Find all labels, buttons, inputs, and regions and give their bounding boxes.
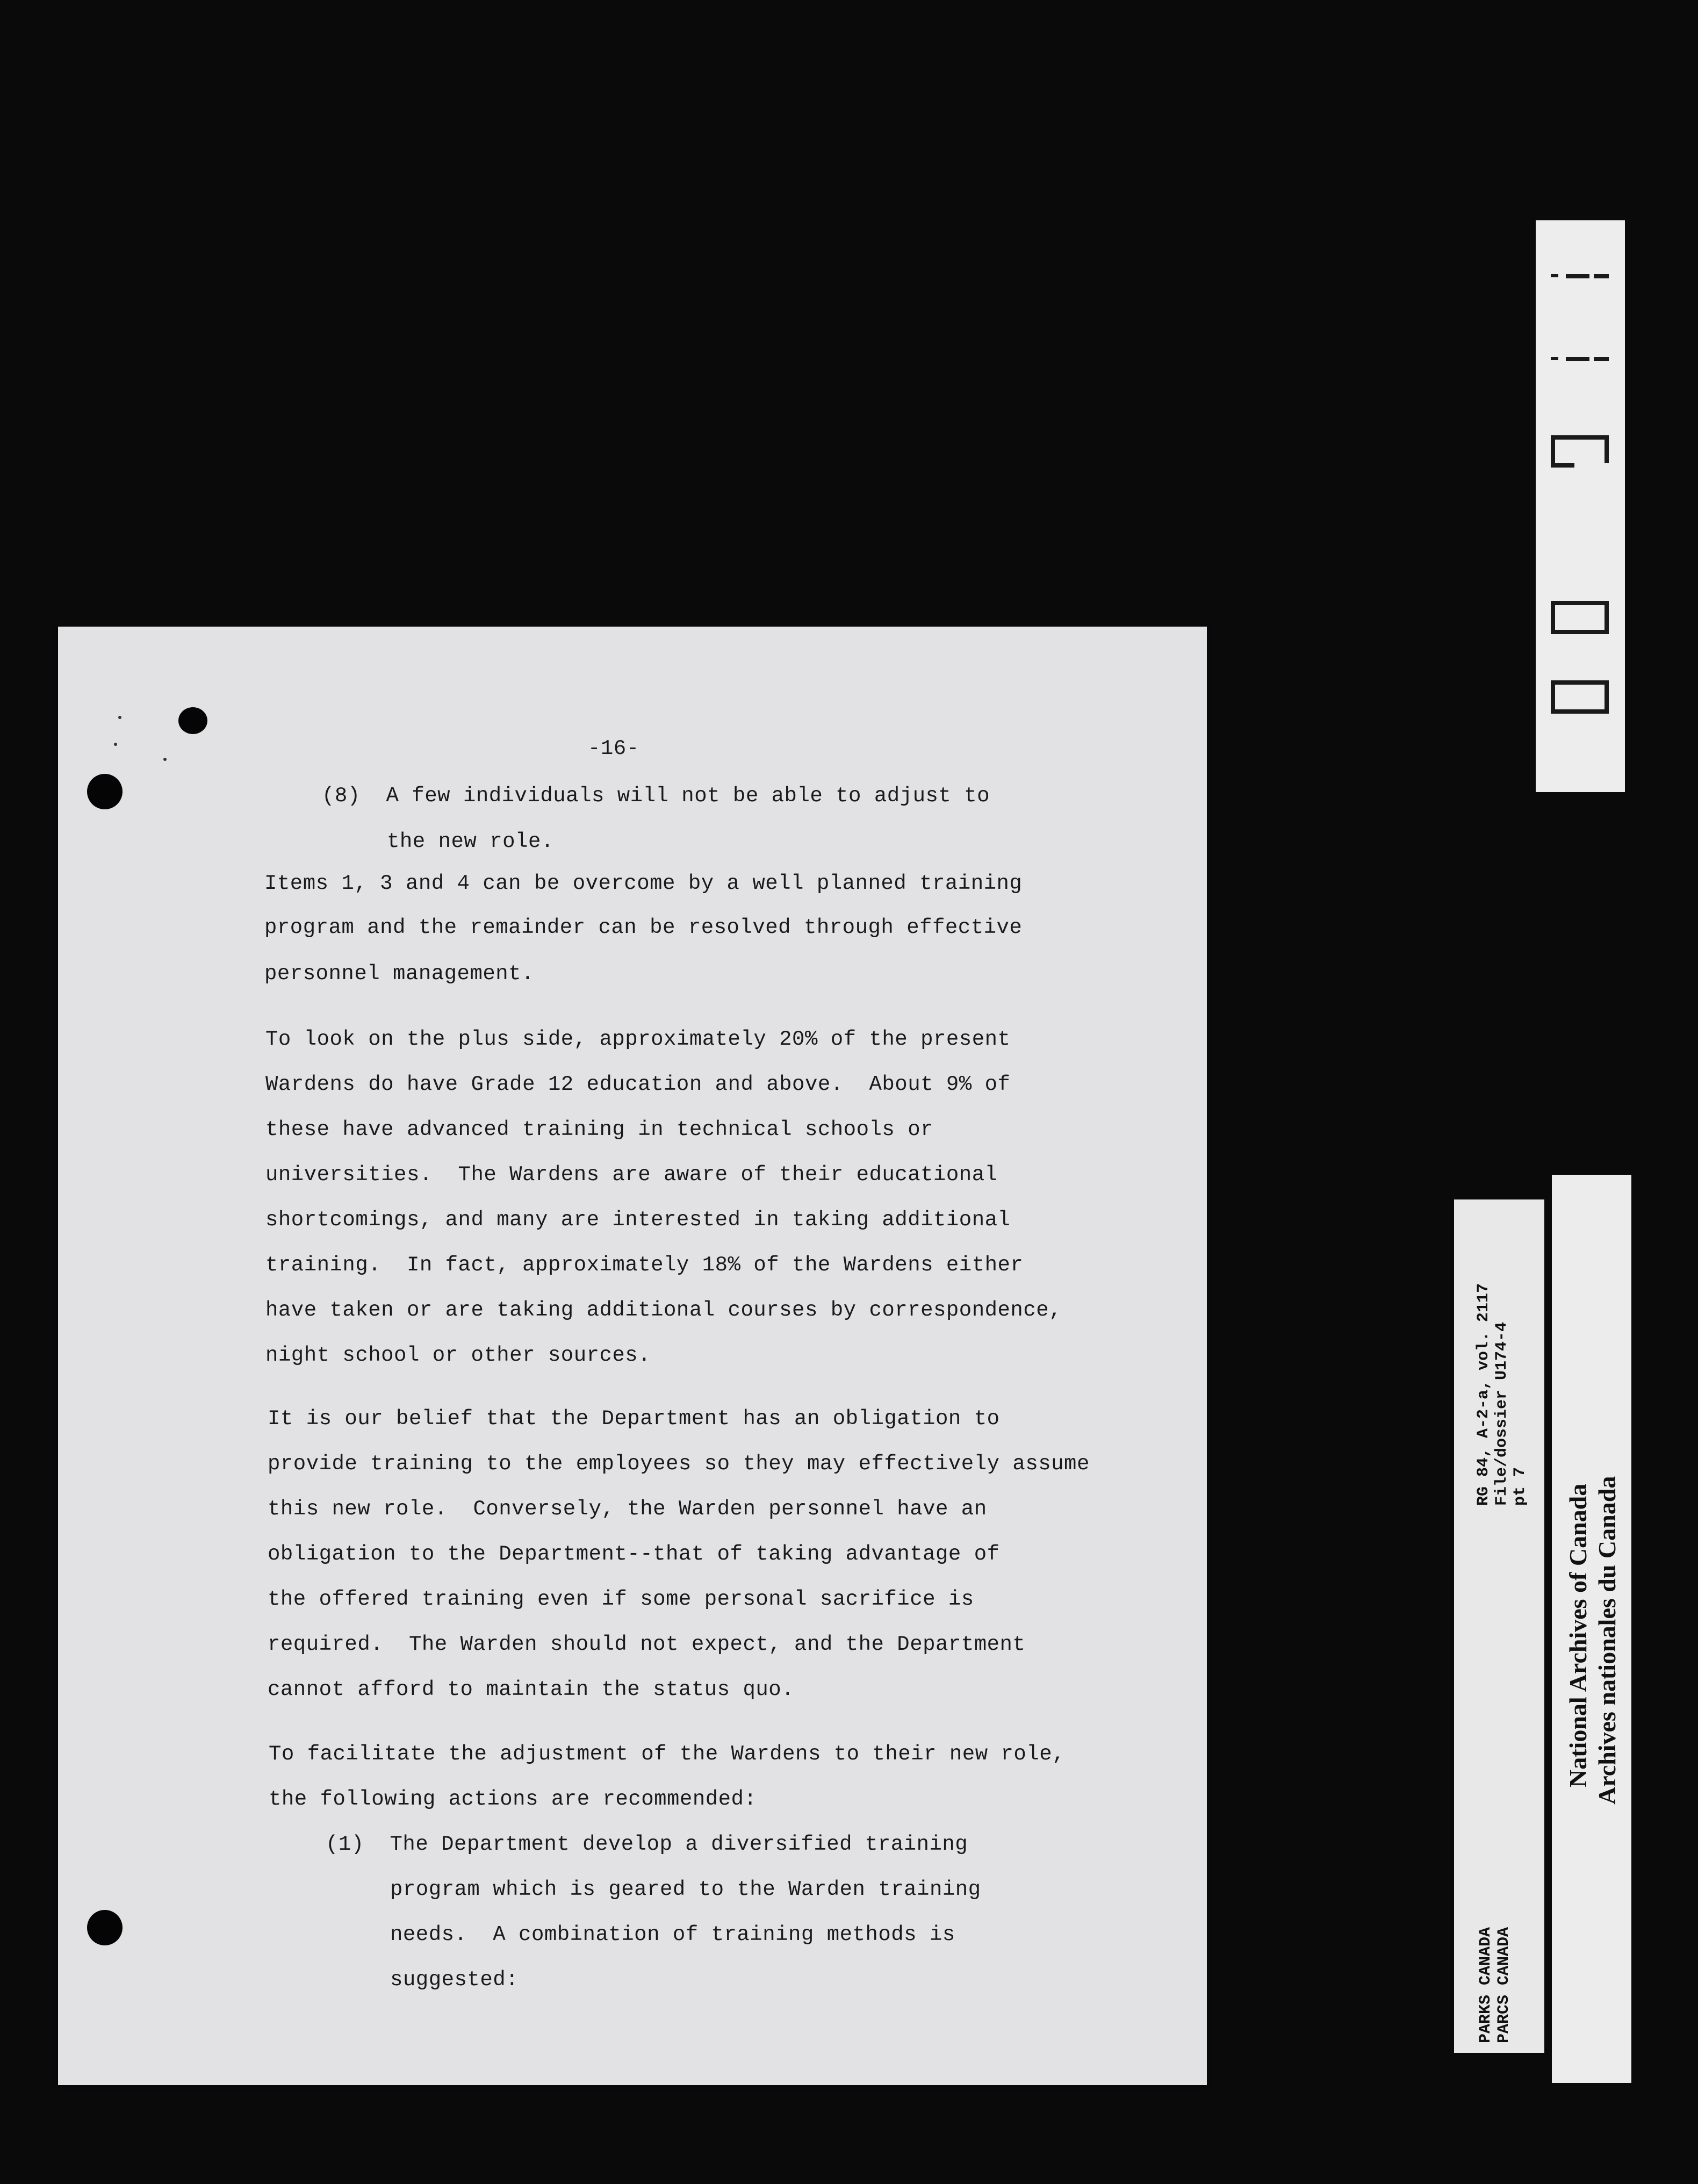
punch-hole <box>87 1910 123 1945</box>
text-line: this new role. Conversely, the Warden personnel have an <box>268 1497 987 1521</box>
reference-line: File/dossier U174-4 <box>1493 1321 1511 1506</box>
text-line: cannot afford to maintain the status quo. <box>268 1678 795 1701</box>
text-line: these have advanced training in technical schools or <box>265 1118 933 1141</box>
text-line: obligation to the Department--that of taking advantage of <box>268 1542 1000 1566</box>
agency-line: PARCS CANADA <box>1495 1927 1513 2043</box>
text-line: night school or other sources. <box>265 1344 651 1367</box>
archives-name-en: National Archives of Canada <box>1564 1483 1592 1787</box>
text-line: (1) The Department develop a diversified training <box>326 1833 968 1856</box>
text-line: (8) A few individuals will not be able to adjust to <box>322 784 990 808</box>
frame-number-strip <box>1536 220 1625 792</box>
archives-name-fr: Archives nationales du Canada <box>1593 1476 1621 1805</box>
text-line: suggested: <box>390 1968 519 1992</box>
text-line: To facilitate the adjustment of the Wardens to their new role, <box>269 1742 1066 1766</box>
speck <box>163 758 167 761</box>
punch-hole <box>87 774 123 809</box>
text-line: the following actions are recommended: <box>269 1787 757 1811</box>
text-line: universities. The Wardens are aware of their educational <box>265 1163 998 1187</box>
text-line: training. In fact, approximately 18% of the Wardens either <box>265 1253 1024 1277</box>
text-line: needs. A combination of training methods is <box>390 1923 955 1946</box>
text-line: It is our belief that the Department has an obligation to <box>268 1407 1000 1431</box>
speck <box>118 716 121 719</box>
text-line: the offered training even if some personal sacrifice is <box>268 1587 974 1611</box>
text-line: Items 1, 3 and 4 can be overcome by a well planned training <box>264 872 1023 895</box>
reference-line: RG 84, A-2-a, vol. 2117 <box>1474 1283 1493 1506</box>
agency-line: PARKS CANADA <box>1477 1927 1495 2043</box>
text-line: To look on the plus side, approximately 20% of the present <box>265 1028 1011 1051</box>
page-number: -16- <box>588 737 639 760</box>
text-line: shortcomings, and many are interested in taking additional <box>265 1208 1011 1232</box>
text-line: personnel management. <box>264 962 534 986</box>
text-line: required. The Warden should not expect, and the Department <box>268 1633 1026 1656</box>
archive-reference-label <box>1454 1199 1544 2053</box>
document-page <box>58 627 1207 2085</box>
text-line: program and the remainder can be resolved through effective <box>264 916 1023 939</box>
text-line: have taken or are taking additional courses by correspondence, <box>265 1298 1062 1322</box>
punch-hole <box>178 707 207 734</box>
speck <box>114 743 117 746</box>
national-archives-label <box>1552 1175 1631 2083</box>
text-line: Wardens do have Grade 12 education and above. About 9% of <box>265 1073 1011 1096</box>
reference-line: pt 7 <box>1511 1467 1529 1506</box>
text-line: program which is geared to the Warden training <box>390 1878 981 1901</box>
text-line: the new role. <box>387 830 554 853</box>
text-line: provide training to the employees so they may effectively assume <box>268 1452 1090 1476</box>
